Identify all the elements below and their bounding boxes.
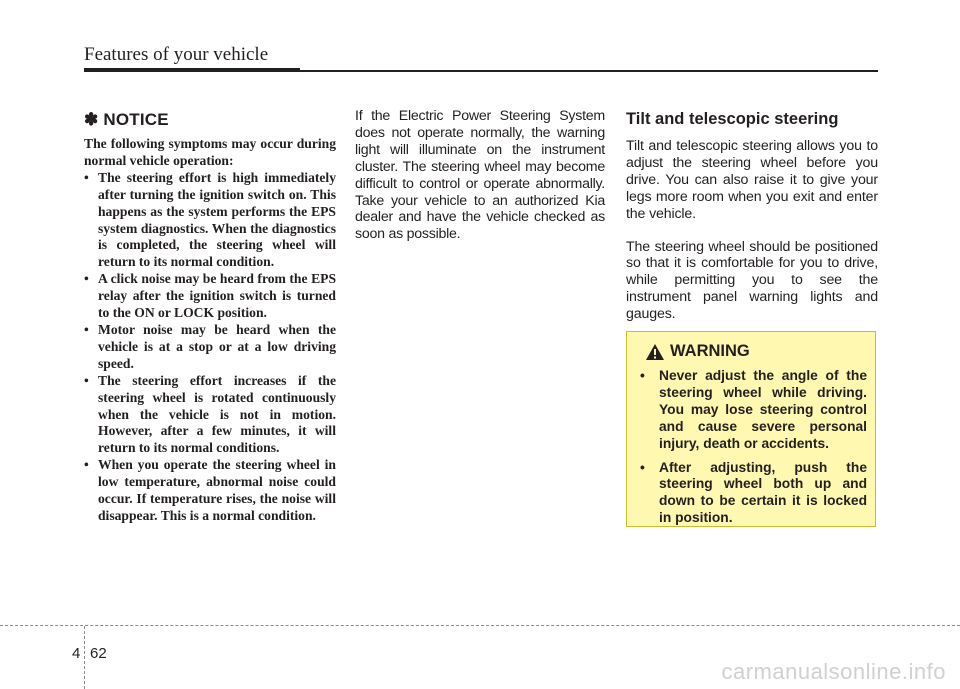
bullet: • <box>640 368 645 383</box>
warning-header <box>645 342 867 361</box>
notice-block <box>84 110 336 525</box>
warning-triangle-icon <box>645 343 665 361</box>
section-heading: Tilt and telescopic steering <box>626 110 839 128</box>
footer-divider <box>84 626 85 689</box>
notice-item-text: A click noise may be heard from the EPS relay after the ignition switch is turned to the ON or LOCK position. <box>98 271 336 321</box>
footer-rule <box>0 625 960 626</box>
eps-paragraph: If the Electric Power Steering System does not operate normally, the warning light will illuminate on the instrument cluster. The steering wheel may become difficult to control or operate abnormally. Take your vehicle to an authorized Kia dealer and have the vehicle checked as soon as possible. <box>355 108 605 243</box>
notice-intro: The following symptoms may occur during normal vehicle operation: <box>84 136 336 168</box>
notice-item-text: Motor noise may be heard when the vehicle is at a stop or at a low driving speed. <box>98 321 336 371</box>
bullet: • <box>84 169 89 185</box>
notice-item <box>84 457 336 525</box>
bullet: • <box>84 457 89 473</box>
warning-title: WARNING <box>670 342 750 360</box>
bullet: • <box>84 321 89 337</box>
warning-item-text: After adjusting, push the steering wheel both up and down to be certain it is locked in position. <box>659 459 867 526</box>
notice-item-text: The steering effort increases if the steering wheel is rotated continuously when the vehicle is not in motion. However, after a few minutes, it will return to its normal conditions. <box>98 372 336 456</box>
warning-item <box>637 368 867 453</box>
tilt-paragraph: Tilt and telescopic steering allows you to adjust the steering wheel before you drive. You can also raise it to give your legs more room when you exit and enter the vehicle. <box>626 138 878 222</box>
notice-title: ✽ NOTICE <box>84 110 169 129</box>
warning-list <box>637 368 867 527</box>
notice-item <box>84 373 336 458</box>
notice-item <box>84 271 336 322</box>
warning-item <box>637 460 867 528</box>
notice-item <box>84 170 336 271</box>
bullet: • <box>640 459 645 475</box>
notice-item-text: When you operate the steering wheel in low temperature, abnormal noise could occur. If temperature rises, the noise will disappear. This is a normal condition. <box>98 457 336 523</box>
notice-item <box>84 322 336 373</box>
notice-list <box>84 170 336 525</box>
bullet: • <box>84 372 89 388</box>
page-chapter: 4 <box>72 645 81 662</box>
page-header-title: Features of your vehicle <box>84 44 269 65</box>
bullet: • <box>84 271 89 287</box>
tilt-section <box>626 110 878 339</box>
header-rule <box>300 70 878 72</box>
header-bar <box>84 68 300 72</box>
notice-item-text: The steering effort is high immediately after turning the ignition switch on. This happens as the system performs the EPS system diagnostics. When the diagnostics is completed, the steering wheel will return to its normal condition. <box>98 169 336 270</box>
warning-item-text: Never adjust the angle of the steering wheel while driving. You may lose steering control and cause severe personal injury, death or accidents. <box>659 368 867 451</box>
page-number: 62 <box>90 645 107 662</box>
tilt-paragraph: The steering wheel should be positioned so that it is comfortable for you to drive, while permitting you to see the instrument panel warning lights and gauges. <box>626 238 878 323</box>
warning-box <box>626 331 876 527</box>
watermark: carmanualsonline.info <box>721 659 946 684</box>
